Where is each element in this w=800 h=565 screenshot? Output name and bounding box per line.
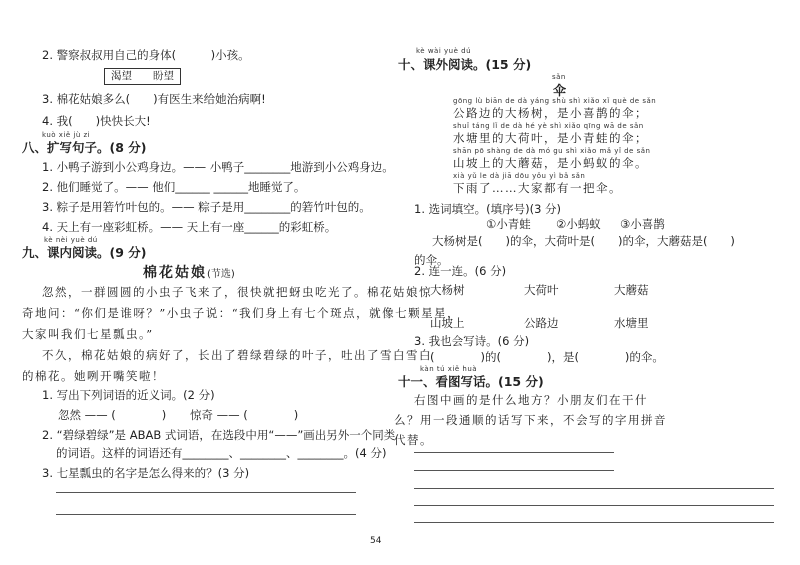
poem-title: 伞	[553, 84, 567, 99]
question-4: 4. 我( )快快长大!	[42, 114, 151, 128]
section-8-pinyin: kuò xiě jù zi	[42, 131, 91, 139]
reading-question-1: 1. 写出下列词语的近义词。(2 分)	[42, 388, 215, 402]
synonym-item-2: 惊奇 —— ( )	[190, 408, 299, 422]
fill-blank-line-2: 的伞。	[414, 253, 449, 267]
poem-writing-line: ( )的( )，是( )的伞。	[430, 350, 664, 364]
story-title-block	[143, 262, 235, 282]
option-2: ②小蚂蚁	[556, 217, 601, 231]
poem-line-1-pinyin: gōng lù biān de dà yáng shù shì xiǎo xǐ què de sǎn	[453, 97, 657, 105]
word-choice-box: 渴望 盼望	[104, 68, 181, 85]
option-1: ①小青蛙	[486, 217, 531, 231]
exercise-3: 3. 我也会写诗。(6 分)	[414, 334, 530, 348]
match-bottom-3: 水塘里	[614, 316, 649, 330]
match-top-2: 大荷叶	[524, 283, 559, 297]
poem-line-4: 下雨了……大家都有一把伞。	[453, 181, 622, 195]
match-bottom-2: 公路边	[524, 316, 559, 330]
reading-question-2-line-2: 的词语。这样的词语还有________、________、________。(4 分)	[56, 446, 387, 460]
story-excerpt-note: (节选)	[207, 269, 235, 280]
exercise-2: 2. 连一连。(6 分)	[414, 264, 507, 278]
section-11-heading: 十一、看图写话。(15 分)	[398, 374, 544, 389]
story-title: 棉花姑娘	[143, 265, 207, 281]
poem-line-4-pinyin: xià yǔ le dà jiā dōu yǒu yì bǎ sǎn	[453, 172, 586, 180]
story-paragraph-1-line-1: 忽然，一群圆圆的小虫子飞来了，很快就把蚜虫吃光了。棉花姑娘惊	[42, 285, 432, 299]
writing-line	[414, 488, 774, 489]
writing-line	[414, 470, 614, 471]
poem-line-2-pinyin: shuǐ táng lǐ de dà hé yè shì xiǎo qīng wā de sǎn	[453, 122, 644, 130]
section-11-pinyin: kàn tú xiě huà	[420, 365, 478, 373]
match-top-1: 大杨树	[430, 283, 465, 297]
question-2: 2. 警察叔叔用自己的身体( )小孩。	[42, 48, 250, 62]
poem-line-2: 水塘里的大荷叶，是小青蛙的伞；	[453, 131, 648, 145]
section-10-pinyin: kè wài yuè dú	[416, 47, 472, 55]
section-9-pinyin: kè nèi yuè dú	[44, 236, 98, 244]
reading-question-2-line-1: 2. “碧绿碧绿”是 ABAB 式词语，在选段中用“——”画出另外一个同类	[42, 428, 396, 442]
expand-sentence-4: 4. 天上有一座彩虹桥。—— 天上有一座______的彩虹桥。	[42, 220, 337, 234]
page-number: 54	[370, 536, 382, 546]
poem-title-pinyin: sǎn	[552, 73, 566, 81]
match-bottom-1: 山坡上	[430, 316, 465, 330]
story-paragraph-1-line-2: 奇地问：“你们是谁呀？”小虫子说：“我们身上有七个斑点，就像七颗星星，	[22, 306, 461, 320]
reading-question-3: 3. 七星瓢虫的名字是怎么得来的？(3 分)	[42, 466, 250, 480]
synonym-item-1: 忽然 —— ( )	[58, 408, 167, 422]
expand-sentence-1: 1. 小鸭子游到小公鸡身边。—— 小鸭子________地游到小公鸡身边。	[42, 160, 394, 174]
poem-line-3: 山坡上的大蘑菇，是小蚂蚁的伞。	[453, 156, 648, 170]
writing-prompt-line-1: 右图中画的是什么地方？小朋友们在干什	[414, 393, 648, 407]
writing-line	[414, 522, 774, 523]
poem-line-3-pinyin: shān pō shàng de dà mó gu shì xiǎo mǎ yǐ de sǎn	[453, 147, 651, 155]
exercise-1: 1. 选词填空。(填序号)(3 分)	[414, 202, 562, 216]
option-3: ③小喜鹊	[620, 217, 665, 231]
story-paragraph-2-line-2: 的棉花。她咧开嘴笑啦！	[22, 369, 165, 383]
writing-line	[414, 505, 774, 506]
writing-prompt-line-2: 么？用一段通顺的话写下来，不会写的字用拼音	[394, 413, 667, 427]
fill-blank-line-1: 大杨树是( )的伞，大荷叶是( )的伞，大蘑菇是( )	[432, 234, 735, 248]
section-9-heading: 九、课内阅读。(9 分)	[22, 245, 147, 260]
answer-line	[56, 492, 356, 493]
expand-sentence-2: 2. 他们睡觉了。—— 他们______ ______地睡觉了。	[42, 180, 306, 194]
poem-line-1: 公路边的大杨树，是小喜鹊的伞；	[453, 106, 648, 120]
story-paragraph-2-line-1: 不久，棉花姑娘的病好了，长出了碧绿碧绿的叶子，吐出了雪白雪白	[42, 348, 432, 362]
section-10-heading: 十、课外阅读。(15 分)	[398, 57, 532, 72]
expand-sentence-3: 3. 粽子是用箬竹叶包的。—— 粽子是用________的箬竹叶包的。	[42, 200, 371, 214]
answer-line	[56, 514, 356, 515]
writing-line	[414, 452, 614, 453]
section-8-heading: 八、扩写句子。(8 分)	[22, 140, 147, 155]
match-top-3: 大蘑菇	[614, 283, 649, 297]
question-3: 3. 棉花姑娘多么( )有医生来给她治病啊!	[42, 92, 266, 106]
story-paragraph-1-line-3: 大家叫我们七星瓢虫。”	[22, 327, 154, 341]
writing-prompt-line-3: 代替。	[394, 433, 433, 447]
